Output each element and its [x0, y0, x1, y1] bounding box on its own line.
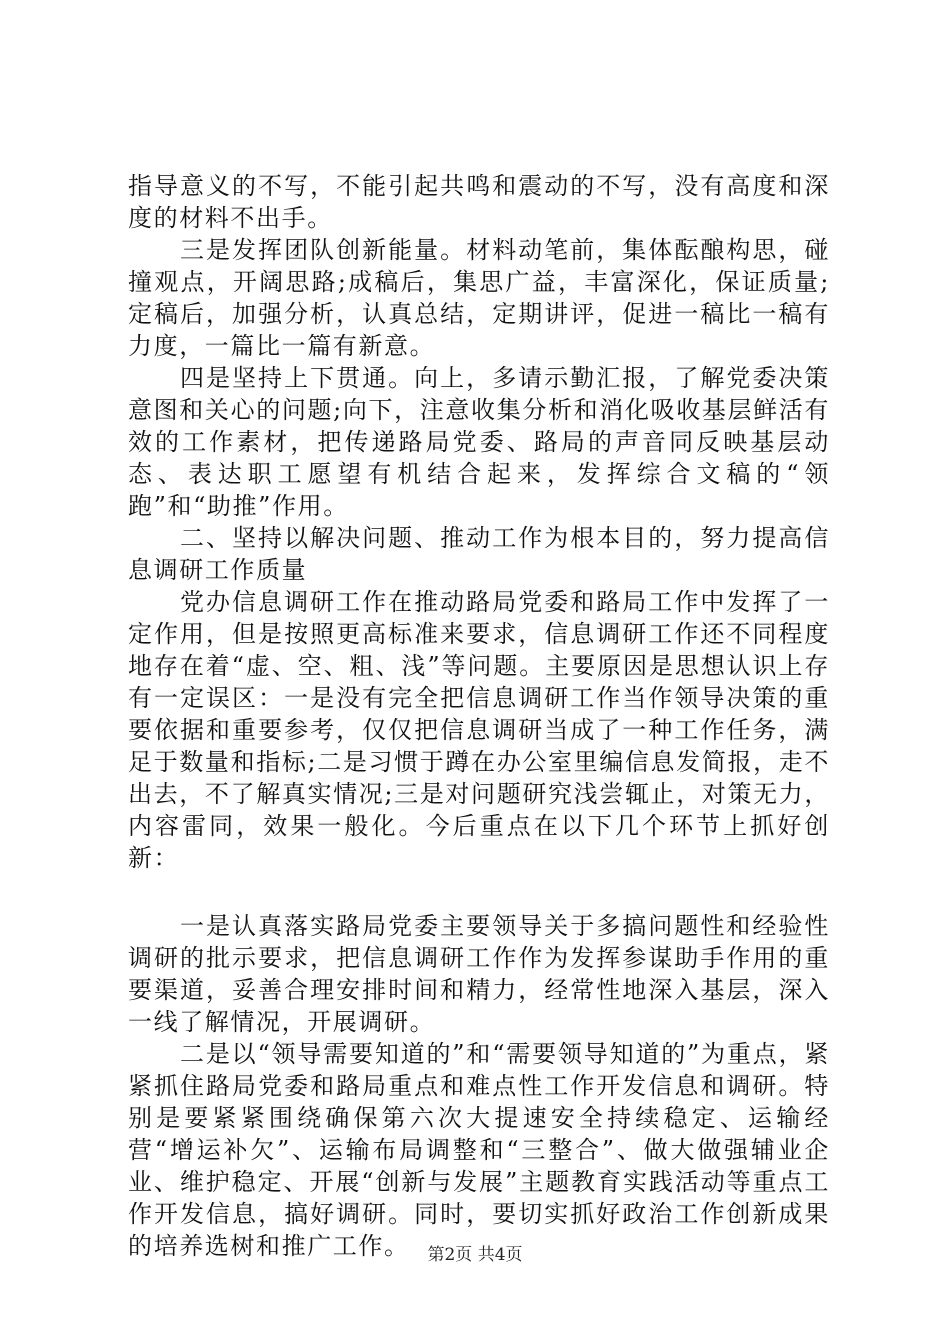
paragraph-continuation: 指导意义的不写，不能引起共鸣和震动的不写，没有高度和深度的材料不出手。 — [128, 172, 830, 232]
paragraph-spacer — [128, 874, 830, 910]
paragraph-team-innovation: 三是发挥团队创新能量。材料动笔前，集体酝酿构思，碰撞观点，开阔思路;成稿后，集思广益，丰富深化，保证质量;定稿后，加强分析，认真总结，定期讲评，促进一稿比一稿有力度，一篇比一篇有新意。 — [128, 236, 830, 360]
page-footer: 第2页 共4页 — [427, 1245, 523, 1265]
paragraph-point-one: 一是认真落实路局党委主要领导关于多搞问题性和经验性调研的批示要求，把信息调研工作作为发挥参谋助手作用的重要渠道，妥善合理安排时间和精力，经常性地深入基层，深入一线了解情况，开展调研。 — [128, 912, 830, 1036]
paragraph-problems: 党办信息调研工作在推动路局党委和路局工作中发挥了一定作用，但是按照更高标准来要求，信息调研工作还不同程度地存在着“虚、空、粗、浅”等问题。主要原因是思想认识上存有一定误区：一是没有完全把信息调研工作当作领导决策的重要依据和重要参考，仅仅把信息调研当成了一种工作任务，满足于数量和指标;二是习惯于蹲在办公室里编信息发简报，走不出去，不了解真实情况;三是对问题研究浅尝辄止，对策无力，内容雷同，效果一般化。今后重点在以下几个环节上抓好创新： — [128, 588, 830, 872]
paragraph-point-two: 二是以“领导需要知道的”和“需要领导知道的”为重点，紧紧抓住路局党委和路局重点和难点性工作开发信息和调研。特别是要紧紧围绕确保第六次大提速安全持续稳定、运输经营“增运补欠”、运输布局调整和“三整合”、做大做强辅业企业、维护稳定、开展“创新与发展”主题教育实践活动等重点工作开发信息，搞好调研。同时，要切实抓好政治工作创新成果的培养选树和推广工作。 — [128, 1040, 830, 1260]
section-heading-two: 二、坚持以解决问题、推动工作为根本目的，努力提高信息调研工作质量 — [128, 524, 830, 584]
document-body — [128, 170, 830, 1262]
paragraph-top-down: 四是坚持上下贯通。向上，多请示勤汇报，了解党委决策意图和关心的问题;向下，注意收集分析和消化吸收基层鲜活有效的工作素材，把传递路局党委、路局的声音同反映基层动态、表达职工愿望有机结合起来，发挥综合文稿的“领跑”和“助推”作用。 — [128, 364, 830, 520]
